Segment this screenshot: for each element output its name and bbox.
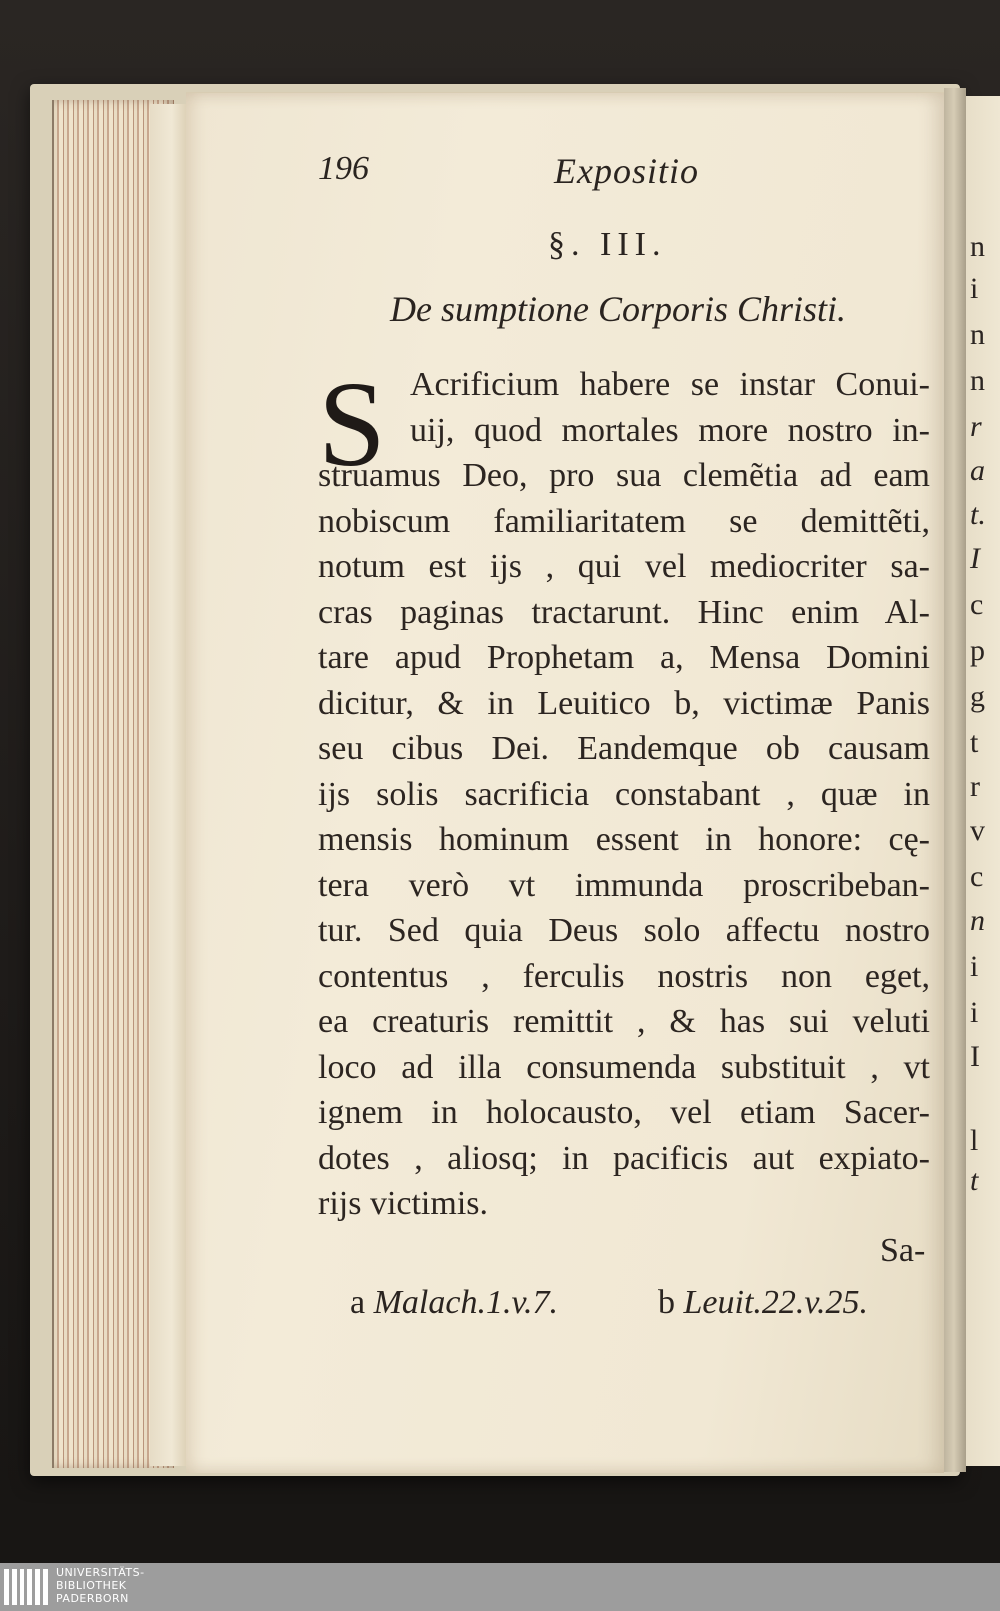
text-line: struamus Deo, pro sua clemẽtia ad eam [318,457,930,494]
text-line: ignem in holocausto, vel etiam Sacer- [318,1094,930,1131]
next-page-fragment: I [970,1040,980,1073]
next-page-fragment: a [970,454,985,487]
page-margin-shade [150,104,187,1466]
section-title: De sumptione Corporis Christi. [390,289,847,329]
text-line: seu cibus Dei. Eandemque ob causam [318,730,930,767]
drop-cap: S [318,357,386,492]
text-line: notum est ijs , qui vel mediocriter sa- [318,548,930,585]
library-name [56,1566,145,1605]
next-page-fragment: r [970,410,982,443]
text-line: tur. Sed quia Deus solo affectu nostro [318,912,930,949]
running-title: Expositio [554,151,699,191]
text-line: tera verò vt immunda proscribeban- [318,866,930,904]
text-line: Acrificium habere se instar Conui- [410,366,930,403]
text-line: rijs victimis. [318,1185,488,1222]
catchword: Sa- [880,1232,926,1269]
text-line: ijs solis sacrificia constabant , quæ in [318,775,930,813]
library-footer-bar [0,1563,1000,1611]
body-text [318,357,930,1227]
next-page-fragment: i [970,950,979,983]
book-gutter [944,88,966,1472]
footnote-b [658,1284,868,1322]
text-line: loco ad illa consumenda substituit , vt [318,1048,930,1086]
next-page-fragment: c [970,588,984,621]
next-page-fragment: t. [970,498,986,531]
text-line: uij, quod mortales more nostro in- [410,411,930,449]
footnote-a-ref: Malach.1.v.7. [373,1284,559,1321]
next-page-fragment: g [970,680,985,713]
page-number: 196 [318,150,369,187]
footnote-b-ref: Leuit.22.v.25. [683,1284,868,1321]
text-line: nobiscum familiaritatem se demittẽti, [318,502,930,540]
next-page-sliver [966,96,1000,1466]
next-page-fragment: l [970,1124,979,1157]
text-line: dotes , aliosq; in pacificis aut expiato- [318,1139,930,1177]
text-line: contentus , ferculis nostris non eget, [318,957,930,995]
text-line: mensis hominum essent in honore: cę- [318,821,930,858]
next-page-fragment: i [970,996,979,1029]
text-line: dicitur, & in Leuitico b, victimæ Panis [318,684,930,722]
footnote-a [350,1284,558,1322]
next-page-fragment: n [970,364,985,397]
library-name-line: BIBLIOTHEK [56,1579,127,1592]
next-page-fragment: t [970,1164,979,1197]
library-name-line: UNIVERSITÄTS- [56,1566,145,1579]
text-line: cras paginas tractarunt. Hinc enim Al- [318,593,930,631]
next-page-fragment: n [970,904,985,937]
library-name-line: PADERBORN [56,1592,129,1605]
footnote-a-letter: a [350,1284,366,1321]
text-line: tare apud Prophetam a, Mensa Domini [318,639,930,676]
next-page-fragment: c [970,860,984,893]
next-page-fragment: n [970,230,985,263]
footnote-b-letter: b [658,1284,675,1321]
next-page-fragment: p [970,634,985,667]
next-page-fragment: n [970,318,985,351]
next-page-fragment: i [970,272,979,305]
next-page-fragment: t [970,726,979,759]
section-mark: §. III. [548,226,667,263]
text-line: ea creaturis remittit , & has sui veluti [318,1003,930,1040]
running-head [318,150,918,194]
library-logo-icon [4,1569,48,1605]
next-page-fragment: r [970,770,980,803]
next-page-fragment: v [970,814,985,847]
next-page-fragment: I [970,542,980,575]
